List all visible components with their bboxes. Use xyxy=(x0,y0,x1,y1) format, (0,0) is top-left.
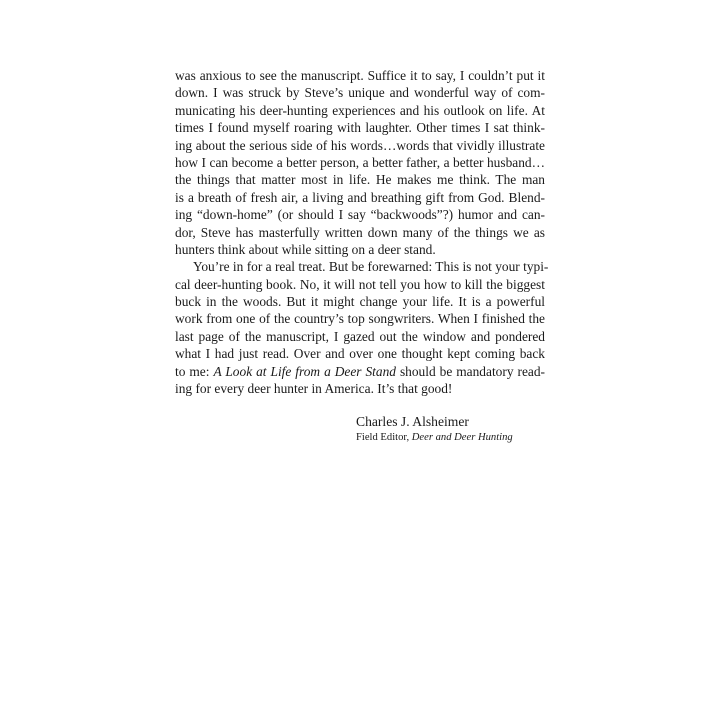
text-fragment: should be mandatory read- xyxy=(395,363,545,379)
title-prefix: Field Editor, xyxy=(356,432,412,443)
text-line: ing for every deer hunter in America. It’s that good! xyxy=(175,381,453,397)
text-line: ing about the serious side of his words…words that vividly illustrate xyxy=(175,137,545,153)
text-line: times I found myself roaring with laughter. Other times I sat think- xyxy=(175,120,545,136)
text-line: down. I was struck by Steve’s unique and wonderful way of com- xyxy=(175,85,545,101)
text-line: cal deer-hunting book. No, it will not tell you how to kill the biggest xyxy=(175,276,545,292)
text-line: buck in the woods. But it might change your life. It is a powerful xyxy=(175,294,545,310)
text-line: the things that matter most in life. He makes me think. The man xyxy=(175,172,545,188)
publication-name: Deer and Deer Hunting xyxy=(411,432,513,443)
signature-block xyxy=(356,413,513,445)
text-line: dor, Steve has masterfully written down many of the things we as xyxy=(175,224,545,240)
text-line: how I can become a better person, a better father, a better husband… xyxy=(175,154,545,170)
text-line: is a breath of fresh air, a living and breathing gift from God. Blend- xyxy=(175,189,545,205)
text-fragment: to me: xyxy=(175,363,214,379)
body-text xyxy=(175,67,549,397)
text-line: was anxious to see the manuscript. Suffice it to say, I couldn’t put it xyxy=(175,68,545,83)
paragraph xyxy=(175,258,549,397)
text-line: municating his deer-hunting experiences and his outlook on life. At xyxy=(175,102,545,118)
text-line: You’re in for a real treat. But be forewarned: This is not your typi- xyxy=(193,259,549,275)
paragraph xyxy=(175,67,545,258)
book-title: A Look at Life from a Deer Stand xyxy=(213,363,396,379)
text-line: hunters think about while sitting on a deer stand. xyxy=(175,241,436,257)
text-line: what I had just read. Over and over one thought kept coming back xyxy=(175,346,545,362)
text-line: work from one of the country’s top songwriters. When I finished the xyxy=(175,311,545,327)
text-line: ing “down-home” (or should I say “backwoods”?) humor and can- xyxy=(175,207,545,223)
author-name: Charles J. Alsheimer xyxy=(356,414,469,429)
author-title xyxy=(356,431,513,445)
text-line xyxy=(175,363,545,380)
text-line: last page of the manuscript, I gazed out the window and pondered xyxy=(175,328,545,344)
